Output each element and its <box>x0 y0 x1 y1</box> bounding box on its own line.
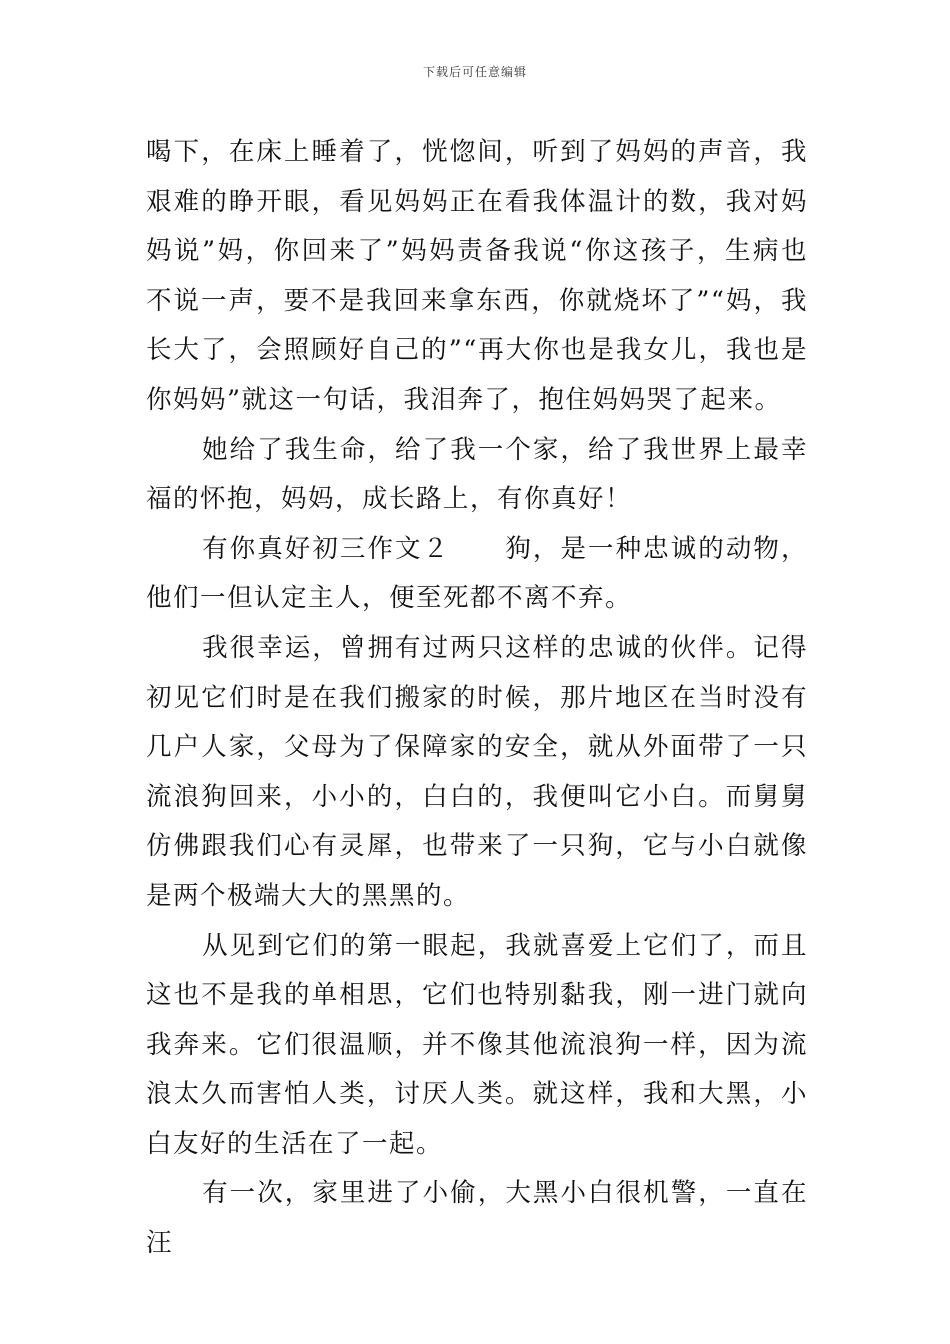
paragraph-5: 从见到它们的第一眼起，我就喜爱上它们了，而且这也不是我的单相思，它们也特别黏我，刚一进门就向我奔来。它们很温顺，并不像其他流浪狗一样，因为流浪太久而害怕人类，讨厌人类。就这样，我和大黑，小白友好的生活在了一起。 <box>146 930 808 1159</box>
paragraph-3: 有你真好初三作文２ 狗，是一种忠诚的动物，他们一但认定主人，便至死都不离不弃。 <box>146 533 808 614</box>
paragraph-4: 我很幸运，曾拥有过两只这样的忠诚的伙伴。记得初见它们时是在我们搬家的时候，那片地区在当时没有几户人家，父母为了保障家的安全，就从外面带了一只流浪狗回来，小小的，白白的，我便叫它小白。而舅舅仿佛跟我们心有灵犀，也带来了一只狗，它与小白就像是两个极端大大的黑黑的。 <box>146 632 808 911</box>
document-body <box>146 128 808 1269</box>
page-header-note: 下载后可任意编辑 <box>422 65 527 79</box>
paragraph-2: 她给了我生命，给了我一个家，给了我世界上最幸福的怀抱，妈妈，成长路上，有你真好！ <box>146 434 808 515</box>
paragraph-6: 有一次，家里进了小偷，大黑小白很机警，一直在汪 <box>146 1178 808 1259</box>
paragraph-1: 喝下，在床上睡着了，恍惚间，听到了妈妈的声音，我艰难的睁开眼，看见妈妈正在看我体温计的数，我对妈妈说”妈，你回来了”妈妈责备我说“你这孩子，生病也不说一声，要不是我回来拿东西，你就烧坏了”“妈，我长大了，会照顾好自己的”“再大你也是我女儿，我也是你妈妈”就这一句话，我泪奔了，抱住妈妈哭了起来。 <box>146 137 808 415</box>
